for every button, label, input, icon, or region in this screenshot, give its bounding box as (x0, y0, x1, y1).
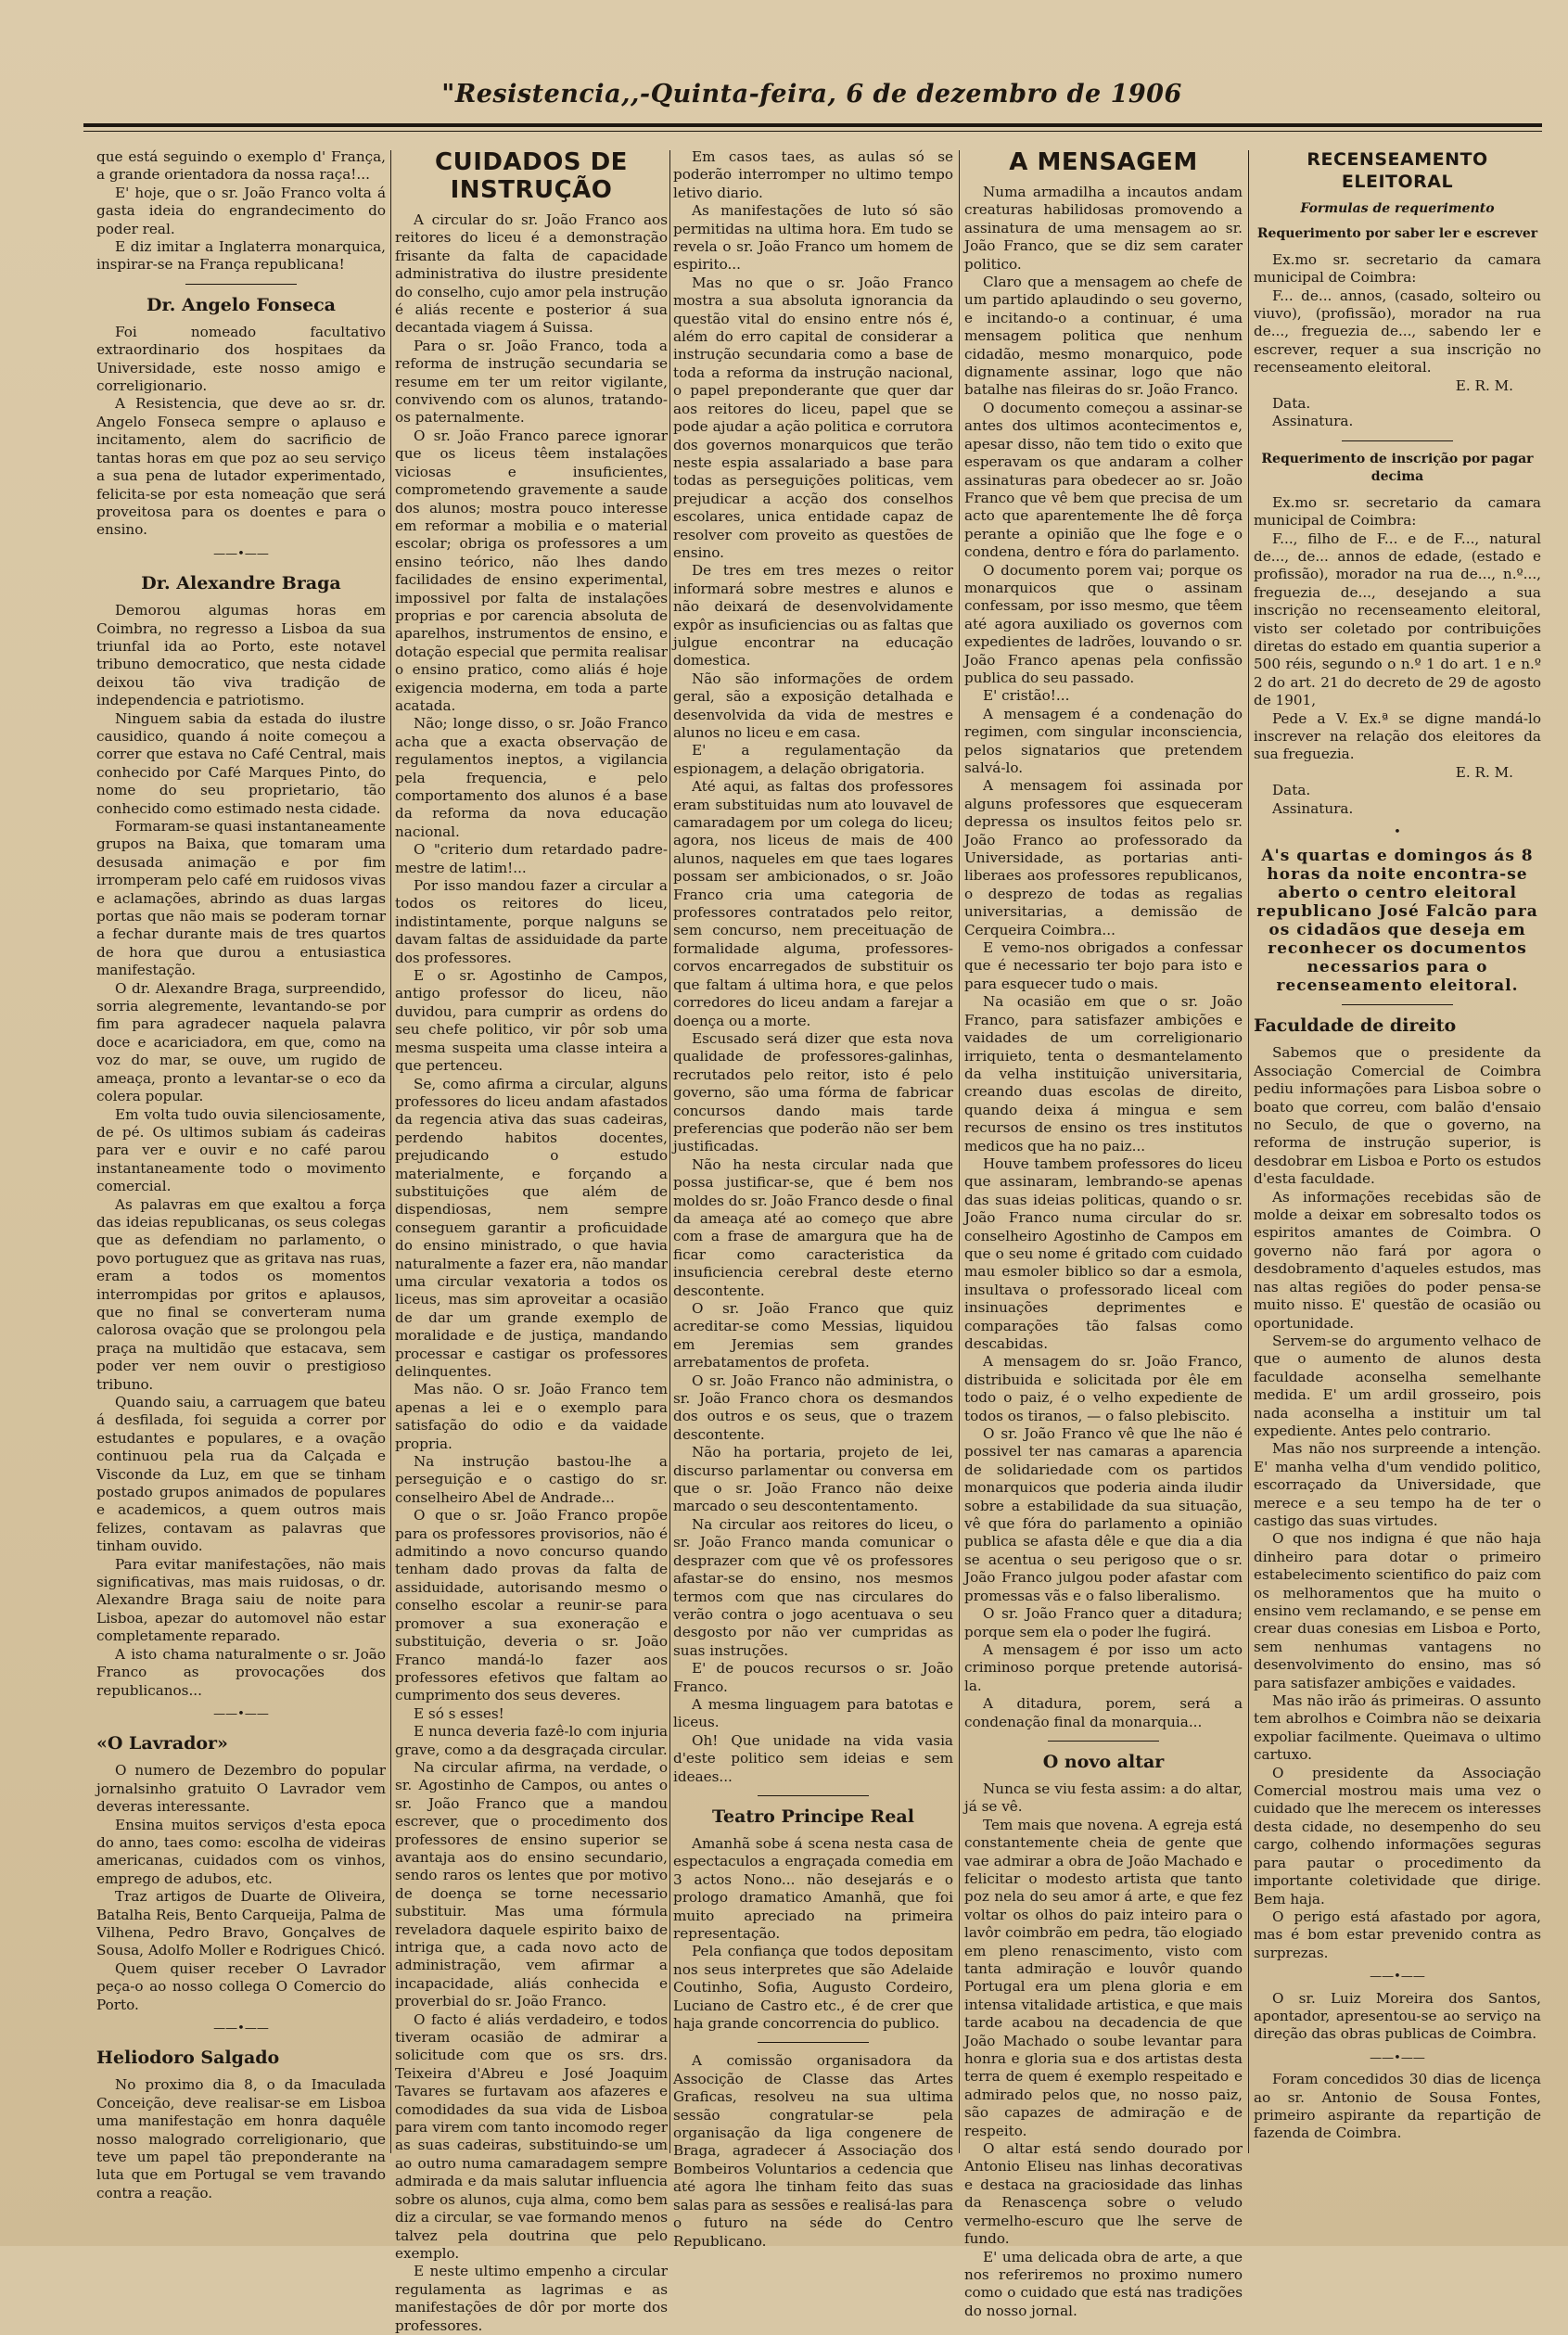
column-divider (1248, 150, 1249, 2153)
paragraph: Foram concedidos 30 dias de licença ao sr. Antonio de Sousa Fontes, primeiro aspirante da repartição de fazenda de Coimbra. (1254, 2071, 1541, 2142)
paragraph: Nunca se viu festa assim: a do altar, já se vê. (964, 1780, 1243, 1816)
paragraph: Oh! Que unidade na vida vasia d'este politico sem ideias e sem ideaes... (673, 1731, 953, 1785)
paragraph: A ditadura, porem, será a condenação final da monarquia... (964, 1695, 1243, 1730)
paragraph: Claro que a mensagem ao chefe de um partido aplaudindo o seu governo, e incitando-o a continuar, é uma mensagem politica que nenhum cidadão, mesmo monarquico, pode dignamente assinar, logo que não batalhe nas fileiras do sr. João Franco. (964, 274, 1243, 399)
paragraph: Até aqui, as faltas dos professores eram substituidas num ato louvavel de camaradagem por um colega do liceu; agora, nos liceus de mais de 400 alunos, naqueles em que taes logares possam ser ambicionados, o sr. João Franco cria uma categoria de professores contratados pelo reitor, sem concurso, nem preceituação de formalidade alguma, professores-corvos encarregados de substituir os que faltam á ultima hora, e que pelos corredores do liceu andam a farejar a doença ou a morte. (673, 778, 953, 1029)
paragraph: De tres em tres mezes o reitor informará sobre mestres e alunos e não deixará de desenvolvidamente expôr as insuficiencias ou as faltas que julgue encontrar na educação domestica. (673, 562, 953, 670)
paragraph: Traz artigos de Duarte de Oliveira, Batalha Reis, Bento Carqueija, Palma de Vilhena, Pedro Bravo, Gonçalves de Sousa, Adolfo Moller e Rodrigues Chicó. (96, 1888, 386, 1959)
paragraph: Não são informações de ordem geral, são a exposição detalhada e desenvolvida da vida de mestres e alunos no liceu e em casa. (673, 670, 953, 741)
article-heading: Dr. Angelo Fonseca (146, 294, 336, 315)
divider (1048, 1741, 1159, 1742)
article-title: RECENSEAMENTO ELEITORAL (1307, 149, 1488, 192)
paragraph: Não ha nesta circular nada que possa justificar-se, que é bem nos moldes do sr. João Franco desde o final da ameaça até ao começo que abre com a frase de amargura que ha de ficar como caracteristica da insuficiencia cerebral deste eterno descontente. (673, 1155, 953, 1299)
paragraph: Numa armadilha a incautos andam creaturas habilidosas promovendo a assinatura de uma mensagem ao sr. João Franco, que se diz sem carater politico. (964, 184, 1243, 273)
section-subtitle: Formulas de requerimento (1300, 201, 1495, 216)
paragraph: A comissão organisadora da Associção de Classe das Artes Graficas, resolveu na sua ultima sessão congratular-se pela organisação da liga congenere de Braga, agradecer á Associação dos Bombeiros Voluntarios a cedencia que até agora lhe tinham feito das suas salas para as sessões e realisá-las para o futuro na séde do Centro Republicano. (673, 2052, 953, 2250)
paragraph: A mensagem é a condenação do regimen, com singular inconsciencia, pelos signatarios que pretendem salvá-lo. (964, 705, 1243, 776)
column-5 (1254, 148, 1541, 2190)
paragraph: O sr. João Franco parece ignorar que os liceus têem instalações viciosas e insuficientes, comprometendo gravemente a saude dos alunos; mostra pouco interesse em reformar a mobilia e o material escolar; obriga os professores a um ensino teórico, não lhes dando facilidades de ensino experimental, impossivel por falta de instalações proprias e por carencia absoluta de aparelhos, instrumentos de ensino, e dotação especial que permita realisar o ensino pratico, como aliás é hoje exigencia moderna, em toda a parte acatada. (395, 427, 668, 714)
divider (758, 2042, 869, 2043)
paragraph: E nunca deveria fazê-lo com injuria grave, como a da desgraçada circular. (395, 1723, 668, 1758)
paragraph: As informações recebidas são de molde a deixar em sobresalto todos os espiritos amantes de Coimbra. O governo não fará por agora o desdobramento d'aqueles estudos, mas nas altas regiões do poder pensa-se muito nisso. E' questão de ocasião ou oportunidade. (1254, 1188, 1541, 1332)
paragraph: O que o sr. João Franco propõe para os professores provisorios, não é admitindo a novo concurso quando tenham dado provas da falta de assiduidade, autorisando mesmo o conselho escolar a reunir-se para promover a sua exoneração e substituição, deveria o sr. João Franco mandá-lo fazer aos professores efetivos que faltam ao cumprimento dos seus deveres. (395, 1507, 668, 1704)
header-rule-thin (83, 131, 1542, 132)
paragraph: Não; longe disso, o sr. João Franco acha que a exacta observação de regulamentos ineptos, a vigilancia pela frequencia, e pelo comportamento dos alunos é a base da reforma da nova educação nacional. (395, 715, 668, 840)
form-body: F..., filho de F... e de F..., natural de..., de... annos de edade, (estado e profissão), morador na rua de..., n.º..., freguezia de..., desejando a sua inscrição no recenseamento eleitoral, visto ser coletado por contribuições diretas do estado em quantia superior a 500 réis, segundo o n.º 1 do art. 1 e n.º 2 do art. 21 do decreto de 29 de agosto de 1901, (1254, 530, 1541, 709)
paragraph: O sr. João Franco não administra, o sr. João Franco chora os desmandos dos outros e os seus, que o trazem descontente. (673, 1372, 953, 1443)
paragraph: E vemo-nos obrigados a confessar que é necessario ter bojo para isto e para esquecer tudo o mais. (964, 939, 1243, 992)
paragraph: Na instrução bastou-lhe a perseguição e o castigo do sr. conselheiro Abel de Andrade... (395, 1453, 668, 1506)
form-title: Requerimento por saber ler e escrever (1256, 226, 1538, 242)
paragraph: O facto é aliás verdadeiro, e todos tiveram ocasião de admirar a solicitude com que os srs. drs. Teixeira d'Abreu e José Joaquim Tavares se furtavam aos afazeres e comodidades da sua vida de Lisboa para virem com tanto incomodo reger as suas cadeiras, substituindo-se um ao outro numa camaradagem sempre admirada e da mais salutar influencia sobre os alunos, cuja alma, como bem diz a circular, se vae formando menos talvez pela doutrina que pelo exemplo. (395, 2010, 668, 2262)
paragraph: A circular do sr. João Franco aos reitores do liceu é a demonstração frisante da falta de capacidade administrativa do ilustre presidente do conselho, cujo amor pela instrução é aliás recente e posterior á sua decantada viagem á Suissa. (395, 211, 668, 337)
paragraph: E neste ultimo empenho a circular regulamenta as lagrimas e as manifestações de dôr por morte dos professores. (395, 2263, 668, 2334)
form-title: Requerimento de inscrição por pagar decima (1261, 451, 1534, 485)
divider (758, 1795, 869, 1796)
divider (1342, 440, 1453, 441)
paragraph: A mesma linguagem para batotas e liceus. (673, 1695, 953, 1731)
column-3 (673, 148, 953, 2250)
paragraph: Quem quiser receber O Lavrador peça-o ao nosso collega O Comercio do Porto. (96, 1959, 386, 2013)
paragraph: E só s esses! (414, 1704, 504, 1722)
paragraph: Mas não. O sr. João Franco tem apenas a lei e o exemplo para satisfação do odio e da vaidade propria. (395, 1381, 668, 1452)
divider (185, 284, 297, 285)
paragraph: Servem-se do argumento velhaco de que o aumento de alunos desta faculdade aconselha semelhante medida. E' um ardil grosseiro, pois nada aconselha a instituir um tal expediente. Antes pelo contrario. (1254, 1332, 1541, 1439)
paragraph: O sr. João Franco que quiz acreditar-se como Messias, liquidou em Jeremias sem grandes arrebatamentos de profeta. (673, 1300, 953, 1372)
paragraph: O sr. João Franco vê que lhe não é possivel ter nas camaras a aparencia de solidariedade com os partidos monarquicos que poderia ainda iludir sobre a estabilidade da sua situação, vê que fóra do parlamento a opinião publica se afasta dêle e que dia a dia se acentua o seu perigoso que o sr. João Franco julgou poder afastar com promessas vãs e o falso liberalismo. (964, 1425, 1243, 1604)
ornament-divider: ——•—— (1370, 1970, 1425, 1984)
paragraph: A Resistencia, que deve ao sr. dr. Angelo Fonseca sempre o aplauso e incitamento, alem do sacrificio de tantas horas em que poz ao seu serviço a sua pena de lutador experimentado, felicita-se por esta nomeação que será proveitosa para os doentes e para o ensino. (96, 395, 386, 539)
paragraph: Se, como afirma a circular, alguns professores do liceu andam afastados da regencia ativa das suas cadeiras, perdendo habitos docentes, prejudicando o estudo materialmente, e forçando a substituições que além de dispendiosas, nem sempre conseguem garantir a proficuidade do ensino ministrado, o que havia naturalmente a fazer era, não mandar uma circular vexatoria a todos os liceus, mas sim aproveitar a ocasião de dar um grande exemplo de moralidade e de justiça, mandando processar e castigar os professores delinquentes. (395, 1075, 668, 1380)
paragraph: E diz imitar a Inglaterra monarquica, inspirar-se na França republicana! (96, 238, 386, 274)
article-heading: Dr. Alexandre Braga (141, 573, 341, 594)
article-heading: Heliodoro Salgado (96, 2048, 280, 2069)
paragraph: E' a regulamentação da espionagem, a delação obrigatoria. (673, 742, 953, 777)
paragraph: Mas não irão ás primeiras. O assunto tem abrolhos e Coimbra não se deixaria expoliar facilmente. Queimava o ultimo cartuxo. (1254, 1692, 1541, 1764)
paragraph: Não ha portaria, projeto de lei, discurso parlamentar ou conversa em que o sr. João Franco não deixe marcado o seu descontentamento. (673, 1444, 953, 1515)
ornament-divider: • (1394, 825, 1401, 839)
header-rule (83, 123, 1542, 127)
paragraph: O "criterio dum retardado padre-mestre de latim!... (395, 841, 668, 876)
article-heading: Faculdade de direito (1254, 1015, 1457, 1037)
paragraph: O numero de Dezembro do popular jornalsinho gratuito O Lavrador vem deveras interessante. (96, 1762, 386, 1816)
paragraph: O sr. João Franco quer a ditadura; porque sem ela o poder lhe fugirá. (964, 1605, 1243, 1640)
paragraph: O perigo está afastado por agora, mas é bom estar prevenido contra as surprezas. (1254, 1908, 1541, 1961)
article-title: CUIDADOS DE INSTRUÇÃO (435, 148, 628, 204)
paragraph: O dr. Alexandre Braga, surpreendido, sorria alegremente, levantando-se por fim para agradecer naquela palavra doce e acariciadora, em que, como na voz do mar, se ouve, um rugido de ameaça, pronto a levantar-se o eco da colera popular. (96, 979, 386, 1105)
column-4 (964, 148, 1243, 2319)
paragraph: Amanhã sobe á scena nesta casa de espectaculos a engraçada comedia em 3 actos Nono... não desejarás e o prologo dramatico Amanhã, que foi muito apreciado na primeira representação. (673, 1834, 953, 1942)
paragraph: Mas não nos surpreende a intenção. E' manha velha d'um vendido politico, escorraçado da Universidade, que merece e a seu tempo ha de ter o castigo das suas virtudes. (1254, 1440, 1541, 1529)
paragraph: Para o sr. João Franco, toda a reforma de instrução secundaria se resume em ter um reitor vigilante, convivendo com os alunos, tratando-os paternalmente. (395, 337, 668, 427)
form-addressee: Ex.mo sr. secretario da camara municipal de Coimbra: (1254, 493, 1541, 530)
paragraph: que está seguindo o exemplo d' França, a grande orientadora da nossa raça!... (96, 148, 386, 184)
paragraph: As palavras em que exaltou a força das ideias republicanas, os seus colegas que as defendiam no parlamento, o povo portuguez que as gritava nas ruas, eram a todos os momentos interrompidas por gritos e aplausos, que no final se converteram numa calorosa ovação que se prolongou pela praça na multidão que estacava, sem poder ver nem ouvir o prestigioso tribuno. (96, 1195, 386, 1393)
paragraph: E' uma delicada obra de arte, a que nos referiremos no proximo numero como o cuidado que está nas tradições do nosso jornal. (964, 2248, 1243, 2319)
paragraph: Formaram-se quasi instantaneamente grupos na Baixa, que tomaram uma desusada animação e por fim irromperam pelo café em ruidosos vivas e aclamações, abrindo as duas largas portas que não mais se poderam tornar a fechar durante mais de tres quartos de hora que durou a entusiastica manifestação. (96, 818, 386, 979)
paragraph: E' cristão!... (983, 687, 1070, 705)
paragraph: No proximo dia 8, o da Imaculada Conceição, deve realisar-se em Lisboa uma manifestação em honra daquêle nosso malogrado correligionario, que teve um papel tão preponderante na luta que em Portugal se vem travando contra a reação. (96, 2076, 386, 2201)
paragraph: O altar está sendo dourado por Antonio Eliseu nas linhas decorativas e destaca na graciosidade das linhas da Renascença sobre o veludo vermelho-escuro que lhe serve de fundo. (964, 2140, 1243, 2248)
divider (1342, 1004, 1453, 1005)
paragraph: E' hoje, que o sr. João Franco volta á gasta ideia do engrandecimento do poder real. (96, 184, 386, 237)
paragraph: Tem mais que novena. A egreja está constantemente cheia de gente que vae admirar a obra de João Machado e felicitar o modesto artista que tanto poz nela do seu amor á arte, e que fez voltar os olhos do paiz inteiro para o lavôr coimbrão em pedra, tão elogiado em pleno renascimento, visto com tanta admiração e louvôr quando Portugal era um plena gloria e em intensa vitalidade artistica, e que mais tarde acabou na decadencia de que João Machado o soube levantar para honra e gloria sua e dos artistas desta terra de quem é exemplo respeitado e admirado pelos que, no nosso paiz, são capazes de admiração e de respeito. (964, 1816, 1243, 2139)
paragraph: O documento começou a assinar-se antes dos ultimos acontecimentos e, apesar disso, não tem tido o exito que esperavam os que andaram a colher assinaturas para obedecer ao sr. João Franco que vê bem que precisa de um acto que aparentemente lhe dê força perante a opinião que lhe foge e o condena, dentro e fóra do parlamento. (964, 399, 1243, 561)
form-closing: E. R. M. (1455, 376, 1513, 394)
paragraph: O que nos indigna é que não haja dinheiro para dotar o primeiro estabelecimento scientifico do paiz com os melhoramentos que ha muito o ensino vem reclamando, e se pense em crear duas conesias em Lisboa e Porto, sem nenhumas vantagens no desenvolvimento do ensino, mas só para satisfazer ambições e vaidades. (1254, 1530, 1541, 1691)
paragraph: Em casos taes, as aulas só se poderão interromper no ultimo tempo letivo diario. (673, 148, 953, 201)
paragraph: O presidente da Associação Comercial mostrou mais uma vez o cuidado que lhe merecem os interesses desta cidade, no desempenho do seu cargo, colhendo informações seguras para pautar o procedimento da importante coletividade que dirige. Bem haja. (1254, 1764, 1541, 1908)
ornament-divider: ——•—— (1370, 2050, 1425, 2065)
form-signature: Assinatura. (1272, 799, 1354, 817)
form-closing: E. R. M. (1455, 763, 1513, 781)
form-signature: Assinatura. (1272, 413, 1354, 430)
paragraph: Para evitar manifestações, não mais significativas, mas mais ruidosas, o dr. Alexandre Braga saiu de noite para Lisboa, apezar do automovel não estar completamente reparado. (96, 1555, 386, 1645)
column-2 (395, 148, 668, 2334)
paragraph: Houve tambem professores do liceu que assinaram, lembrando-se apenas das suas ideias politicas, quando o sr. João Franco numa circular do sr. conselheiro Agostinho de Campos em que o seu nome é gritado com cuidado mau esmoler biblico so dar a esmola, insultava o professorado liceal com insinuações deprimentes e comparações tão falsas como descabidas. (964, 1155, 1243, 1352)
paragraph: A mensagem do sr. João Franco, distribuida e solicitada por êle em todo o paiz, é o velho expediente de todos os tiranos, — o falso plebiscito. (964, 1353, 1243, 1424)
article-heading: «O Lavrador» (96, 1733, 228, 1754)
paragraph: A isto chama naturalmente o sr. João Franco as provocações dos republicanos... (96, 1645, 386, 1699)
form-request: Pede a V. Ex.ª se digne mandá-lo inscrever na relação dos eleitores da sua freguezia. (1254, 709, 1541, 763)
ornament-divider: ——•—— (213, 1706, 269, 1721)
paragraph: Mas no que o sr. João Franco mostra a sua absoluta ignorancia da questão vital do ensino entre nós é, além do erro capital de considerar a instrução secundaria como a base de toda a reforma da instrução nacional, o papel preponderante que quer dar aos reitores do liceu, papel que se pode ajudar a ação politica e corrutora dos governos monarquicos que terão neste espia assalariado a base para todas as perseguições politicas, vem prejudicar a acção dos conselhos escolares, unica entidade capaz de resolver com proveito as questões de ensino. (673, 274, 953, 561)
column-divider (669, 150, 670, 2153)
paragraph: A mensagem foi assinada por alguns professores que esqueceram depressa os insultos feitos pelo sr. João Franco ao professorado da Universidade, as portarias anti-liberaes aos professores republicanos, o desprezo de todas as regalias universitarias, a demissão de Cerqueira Coimbra... (964, 777, 1243, 938)
paragraph: O documento porem vai; porque os monarquicos que o assinam confessam, por isso mesmo, que têem até agora auxiliado os governos com expedientes de ladrões, louvando o sr. João Franco apenas pela confissão publica do seu passado. (964, 561, 1243, 686)
paragraph: Por isso mandou fazer a circular a todos os reitores do liceu, indistintamente, porque nalguns se davam faltas de assiduidade da parte dos professores. (395, 877, 668, 966)
paragraph: Demorou algumas horas em Coimbra, no regresso a Lisboa da sua triunfal ida ao Porto, este notavel tribuno democratico, que nesta cidade deixou tão viva tradição de independencia e patriotismo. (96, 602, 386, 709)
masthead: "Resistencia,,-Quinta-feira, 6 de dezembro de 1906 (441, 80, 1182, 108)
ornament-divider: ——•—— (213, 2022, 269, 2035)
paragraph: Quando saiu, a carruagem que bateu á desfilada, foi seguida a correr por estudantes e populares, e a ovação continuou pela rua da Calçada e Visconde da Luz, em que se tinham postado grupos animados de populares e academicos, a quem outros mais felizes, contavam as palavras que tinham ouvido. (96, 1394, 386, 1555)
paragraph: As manifestações de luto só são permitidas na ultima hora. Em tudo se revela o sr. João Franco um homem de espirito... (673, 202, 953, 274)
paragraph: Ninguem sabia da estada do ilustre causidico, quando á noite começou a correr que estava no Café Central, mais conhecido por Café Marques Pinto, do nome do seu proprietario, tão conhecido como estimado nesta cidade. (96, 709, 386, 817)
paragraph: Sabemos que o presidente da Associação Comercial de Coimbra pediu informações para Lisboa sobre o boato que correu, com balão d'ensaio no Seculo, de que o governo, na reforma de instrução superior, is desdobrar em Lisboa e Porto os estudos d'esta faculdade. (1254, 1044, 1541, 1188)
paragraph: E o sr. Agostinho de Campos, antigo professor do liceu, não duvidou, para cumprir as ordens do seu chefe politico, vir pôr sob uma mesma suspeita uma classe inteira a que pertenceu. (395, 967, 668, 1075)
paragraph: E' de poucos recursos o sr. João Franco. (673, 1660, 953, 1695)
paragraph: Escusado será dizer que esta nova qualidade de professores-galinhas, recrutados pelo reitor, isto é pelo governo, são uma fórma de fabricar concursos dando mais tarde preferencias que poderão não ser bem justificadas. (673, 1029, 953, 1155)
article-heading: Teatro Principe Real (712, 1805, 914, 1827)
column-divider (390, 150, 391, 2153)
form-body: F... de... annos, (casado, solteiro ou viuvo), (profissão), morador na rua de..., freguezia de..., sabendo ler e escrever, requer a sua inscrição no recenseamento eleitoral. (1254, 287, 1541, 376)
paragraph: Pela confiança que todos depositam nos seus interpretes que são Adelaide Coutinho, Sofia, Augusto Cordeiro, Luciano de Castro etc., é de crer que haja grande concorrencia do publico. (673, 1943, 953, 2033)
ornament-divider: ——•—— (213, 546, 269, 561)
form-date: Data. (1272, 782, 1311, 799)
paragraph: Foi nomeado facultativo extraordinario dos hospitaes da Universidade, este nosso amigo e correligionario. (96, 323, 386, 395)
column-1 (96, 148, 386, 2201)
paragraph: Na ocasião em que o sr. João Franco, para satisfazer ambições e vaidades de um correligionario irriquieto, tenta o desmantelamento da velha instituição universitaria, creando duas escolas de direito, quando deixa á mingua e sem recursos de ensino os tres institutos medicos que ha no paiz... (964, 993, 1243, 1155)
notice-box: A's quartas e domingos ás 8 horas da noite encontra-se aberto o centro eleitoral republicano José Falcão para os cidadãos que deseja em reconhecer os documentos necessarios para o recenseamento eleitoral. (1256, 847, 1538, 996)
paragraph: A mensagem é por isso um acto criminoso porque pretende autorisá-la. (964, 1640, 1243, 1694)
paragraph: O sr. Luiz Moreira dos Santos, apontador, apresentou-se ao serviço na direção das obras publicas de Coimbra. (1254, 1989, 1541, 2043)
paragraph: Na circular aos reitores do liceu, o sr. João Franco manda comunicar o desprazer com que vê os professores afastar-se do ensino, nos mesmos termos com que nas circulares do verão contra o jogo acentuava o seu desgosto por não ver cumpridas as suas instruções. (673, 1515, 953, 1659)
paragraph: Na circular afirma, na verdade, o sr. Agostinho de Campos, ou antes o sr. João Franco que a mandou escrever, que o procedimento dos professores de ensino superior se avantaja aos do ensino secundario, sendo raros os lentes que por motivo de doença se torne necessario substituir. Mas uma fórmula reveladora daquele espirito baixo de intriga que, a cada novo acto de administração, vem afirmar a incapacidade, aliás conhecida e proverbial do sr. João Franco. (395, 1758, 668, 2010)
form-date: Data. (1272, 395, 1311, 413)
form-addressee: Ex.mo sr. secretario da camara municipal de Coimbra: (1254, 250, 1541, 287)
article-heading: O novo altar (1042, 1751, 1165, 1772)
article-title: A MENSAGEM (1009, 148, 1198, 176)
column-divider (959, 150, 960, 2153)
paragraph: Ensina muitos serviços d'esta epoca do anno, taes como: escolha de videiras americanas, cuidados com os vinhos, emprego de adubos, etc. (96, 1816, 386, 1887)
paragraph: Em volta tudo ouvia silenciosamente, de pé. Os ultimos subiam ás cadeiras para ver e ouvir e no café parou instantaneamente todo o movimento comercial. (96, 1105, 386, 1195)
